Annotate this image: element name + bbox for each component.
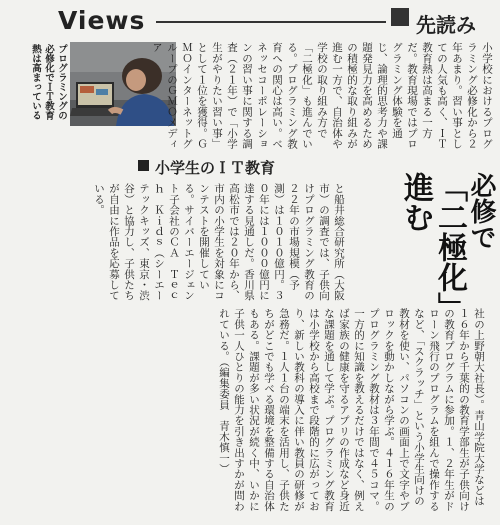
article-column-1: 小学校におけるプログラミング必修化から２年あまり。習い事としての人気も高く、ＩＴ教育熱は高まる一方だ。教育現場ではプログラミング体験を通じ、論理的思考力や課題発見力を高めるための積極的な取り組みが進む一方で、自治体や学校の取り組み方で「二極化」も進んでいる。プログラミング教育への関心は高い。ベネッセコーポレーションの習い事に関する調査（２１年）で「小学生がやりたい習い事」として１位を獲得。ＧＭＯインターネットグループのＧＭＯメディア [151,42,493,149]
headline-line-1: 必修で [466,172,496,250]
child-at-laptop-photo [70,42,176,126]
page-header [6,4,496,38]
header-section: 先読み [416,13,476,37]
photo-caption: プログラミングの必修化でＩＴ教育熱は高まっている [30,44,67,120]
section-square-icon [138,160,149,171]
header-title: Views [58,6,146,35]
headline-line-2: 「二極化」進む [398,172,467,307]
article-column-3: 社の上野朝大社長）。青山学院大学などは１６年から千葉的の教育学部生が子供向けの教育プログラムに参加。１、２年生がドローン飛行のプログラムを組んで操作するなど、「スクラッチ」という小学生向けの教材を使い、パソコンの画面上で文字やブロックを動かしながら学ぶ。４１６年生のプログラミング教材は３年間で４５コマ。一方的に知識を教えるだけではなく、例えば家族の健康を守るアプリの作成など身近な課題を通して学ぶ。プログラミング教育は小学校から高校まで段階的に広がっており、新しい教科の導入に伴い教員の研修が急務だ。１人１台の端末を活用し、子供たちがどこでも学べる環境を整備する自治体もある。課題が多い状況が続く中、いかに子供一人ひとりの能力を引き出すかが問われている。（編集委員 青木慎一） [218,308,485,512]
photo-illustration-icon [70,42,176,126]
header-rule [156,21,386,23]
header-square-icon [391,8,409,26]
article-headline [376,172,496,307]
article-column-2: と船井総合研究所（大阪市）の調査では、子供向けプログラミング教育の２２年の市場規模（予測）は１０１０億円。３０年には１０００億円に達する見通しだ。香川県高松市では２０年から、市内の小学生を対象にコンテストを開催している。サイバーエージェント子会社のＣＡ Ｔｅｃｈ Ｋｉｄｓ（シーエーテックキッズ、東京・渋谷）と協力し、子供たちが自由に作品を応募している。 [93,183,345,301]
section-heading: 小学生のＩＴ教育 [155,159,276,177]
